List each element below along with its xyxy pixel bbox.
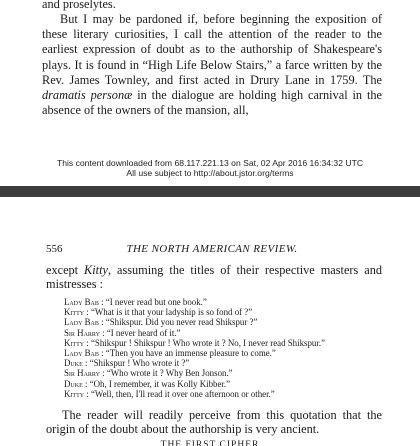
page-number: 556 xyxy=(46,243,63,255)
spoken-line: “Shikspur ! Shikspur ! Who wrote it ? No, I never read Shikspur.” xyxy=(90,337,325,348)
spoken-line: “What is it that your ladyship is so fond of ?” xyxy=(90,307,253,318)
intro-text: except xyxy=(46,263,85,277)
dialogue-line xyxy=(64,297,384,307)
download-notice: This content downloaded from 68.117.221.13 on Sat, 02 Apr 2016 16:34:32 UTC xyxy=(56,158,364,168)
next-section-heading: THE FIRST CIPHER xyxy=(160,440,260,446)
italic-name: Kitty xyxy=(84,263,108,277)
paragraph-fragment: and proselytes. xyxy=(42,0,116,11)
intro-text: , assuming the titles of their respective masters and mistresses : xyxy=(46,263,382,292)
speaker-name: Kitty : xyxy=(64,388,89,399)
closing-paragraph: The reader will readily perceive from this quotation that the origin of the doubt about the authorship is very ancient. xyxy=(46,408,382,437)
spoken-line: “Shikspur ! Who wrote it ?” xyxy=(89,358,190,369)
spoken-line: “Oh, I remember, it was Kolly Kibber.” xyxy=(89,378,231,389)
italic-term: dramatis personæ xyxy=(42,88,133,103)
speaker-name: Sir Harry : xyxy=(64,368,105,379)
page-separator xyxy=(0,186,420,197)
spoken-line: “Then you have an immense pleasure to come.” xyxy=(105,348,276,359)
speaker-name: Duke : xyxy=(64,358,88,369)
spoken-line: “Shikspur. Did you never read Shikspur ?” xyxy=(105,317,258,328)
speaker-name: Lady Bab : xyxy=(64,348,104,359)
dialogue-line xyxy=(64,389,384,399)
dialogue-line xyxy=(64,317,384,327)
dialogue-line xyxy=(64,358,384,368)
dialogue-block xyxy=(64,297,384,399)
intro-paragraph xyxy=(46,263,382,292)
jstor-footer xyxy=(0,158,420,179)
journal-title: THE NORTH AMERICAN REVIEW. xyxy=(126,243,298,255)
speaker-name: Lady Bab : xyxy=(64,297,104,307)
lower-page xyxy=(0,197,420,446)
speaker-name: Lady Bab : xyxy=(64,317,104,328)
spoken-line: “I never heard of it.” xyxy=(106,327,181,338)
speaker-name: Duke : xyxy=(64,378,88,389)
dialogue-line xyxy=(64,379,384,389)
paragraph-text: But I may be pardoned if, before beginning the exposition of these literary curiosities, I call the attention of the reader to the earliest expression of doubt as to the authorship of Shakespeare's plays. It is found in “High Life Below Stairs,” a farce written by the Rev. James Townley, and first acted in Drury Lane in 1759. The xyxy=(42,12,382,87)
paragraph xyxy=(42,12,382,118)
dialogue-line xyxy=(64,328,384,338)
dialogue-line xyxy=(64,368,384,378)
spoken-line: “Who wrote it ? Why Ben Jonson.” xyxy=(106,368,233,379)
dialogue-line xyxy=(64,338,384,348)
speaker-name: Kitty : xyxy=(64,337,89,348)
speaker-name: Sir Harry : xyxy=(64,327,105,338)
paragraph-text: in the dialogue are holding high carnival in the absence of the owners of the mansion, all, xyxy=(42,88,382,118)
spoken-line: “Well, then, I'll read it over one afternoon or other.” xyxy=(90,388,275,399)
spoken-line: “I never read but one book.” xyxy=(105,297,207,307)
upper-page xyxy=(0,0,420,186)
running-header xyxy=(42,243,382,257)
terms-notice: All use subject to http://about.jstor.org/terms xyxy=(126,168,294,179)
speaker-name: Kitty : xyxy=(64,307,89,318)
dialogue-line xyxy=(64,348,384,358)
dialogue-line xyxy=(64,307,384,317)
